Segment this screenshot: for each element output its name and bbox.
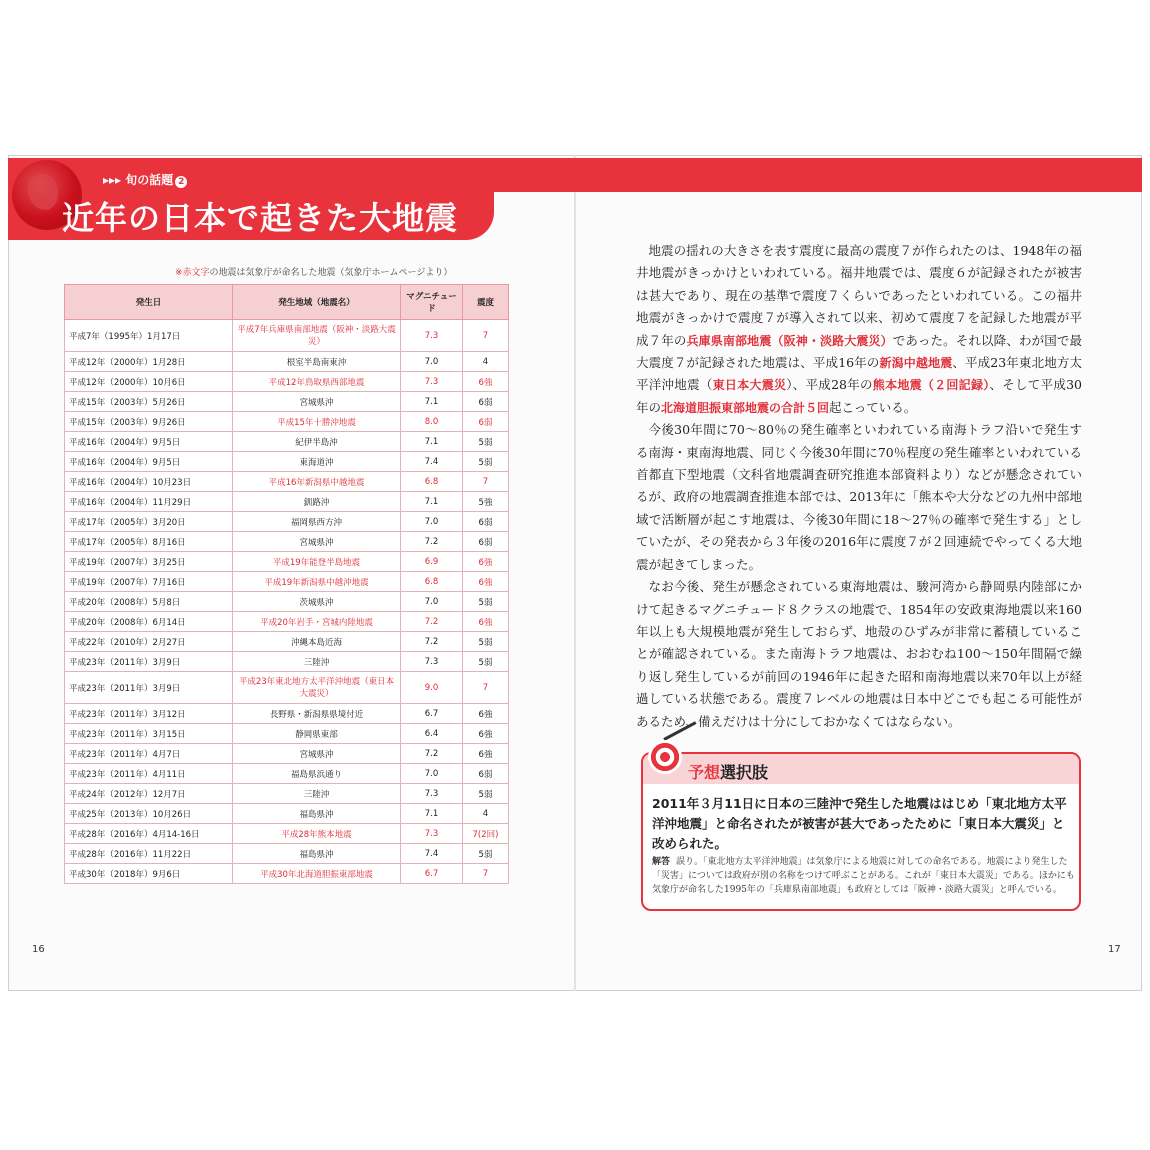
table-row (65, 512, 509, 532)
cell-region: 宮城県沖 (233, 744, 401, 764)
cell-magnitude: 6.7 (401, 864, 463, 884)
cell-region: 三陸沖 (233, 652, 401, 672)
cell-date: 平成22年（2010年）2月27日 (65, 632, 233, 652)
cell-magnitude: 7.2 (401, 532, 463, 552)
cell-magnitude: 7.0 (401, 512, 463, 532)
cell-region: 平成19年新潟県中越沖地震 (233, 572, 401, 592)
cell-intensity: 5弱 (463, 592, 509, 612)
cell-intensity: 6弱 (463, 764, 509, 784)
cell-date: 平成16年（2004年）10月23日 (65, 472, 233, 492)
cell-region: 平成15年十勝沖地震 (233, 412, 401, 432)
table-body (65, 320, 509, 884)
cell-region: 平成12年鳥取県西部地震 (233, 372, 401, 392)
table-row (65, 352, 509, 372)
page-fold (574, 155, 576, 991)
page-number-left: 16 (32, 944, 45, 955)
cell-region: 平成20年岩手・宮城内陸地震 (233, 612, 401, 632)
cell-magnitude: 7.3 (401, 824, 463, 844)
cell-region: 平成23年東北地方太平洋沖地震（東日本大震災） (233, 672, 401, 704)
table-row (65, 432, 509, 452)
cell-date: 平成24年（2012年）12月7日 (65, 784, 233, 804)
table-header-row (65, 285, 509, 320)
cell-region: 平成16年新潟県中越地震 (233, 472, 401, 492)
cell-intensity: 4 (463, 352, 509, 372)
table-row (65, 844, 509, 864)
table-row (65, 552, 509, 572)
table-row (65, 632, 509, 652)
cell-intensity: 7(2回) (463, 824, 509, 844)
cell-region: 沖縄本島近海 (233, 632, 401, 652)
prediction-title-red: 予想 (688, 763, 721, 782)
cell-region: 紀伊半島沖 (233, 432, 401, 452)
cell-date: 平成28年（2016年）4月14-16日 (65, 824, 233, 844)
cell-magnitude: 6.7 (401, 704, 463, 724)
table-row (65, 704, 509, 724)
cell-magnitude: 7.0 (401, 592, 463, 612)
cell-magnitude: 7.2 (401, 744, 463, 764)
cell-region: 平成7年兵庫県南部地震（阪神・淡路大震災） (233, 320, 401, 352)
p1-text-b: であった。それ以降、わが国で最大震度７が記録された地震は、平成16年の (636, 332, 1082, 371)
prediction-question: 2011年３月11日に日本の三陸沖で発生した地震ははじめ「東北地方太平洋沖地震」と命名されたが被害が甚大であったために「東日本大震災」と改められた。 (652, 796, 1067, 851)
cell-magnitude: 8.0 (401, 412, 463, 432)
prediction-title (688, 760, 768, 783)
cell-intensity: 6強 (463, 552, 509, 572)
cell-magnitude: 7.4 (401, 452, 463, 472)
table-row (65, 472, 509, 492)
table-row (65, 672, 509, 704)
cell-date: 平成23年（2011年）4月7日 (65, 744, 233, 764)
cell-intensity: 6弱 (463, 512, 509, 532)
cell-magnitude: 7.3 (401, 372, 463, 392)
cell-region: 茨城県沖 (233, 592, 401, 612)
table-row (65, 824, 509, 844)
cell-date: 平成12年（2000年）1月28日 (65, 352, 233, 372)
header-intensity: 震度 (463, 285, 509, 320)
paragraph-1 (636, 240, 1082, 419)
header-region: 発生地域（地震名） (233, 285, 401, 320)
cell-region: 釧路沖 (233, 492, 401, 512)
table-row (65, 372, 509, 392)
cell-region: 福島県沖 (233, 804, 401, 824)
cell-date: 平成16年（2004年）9月5日 (65, 432, 233, 452)
cell-date: 平成12年（2000年）10月6日 (65, 372, 233, 392)
cell-intensity: 6強 (463, 724, 509, 744)
cell-date: 平成20年（2008年）5月8日 (65, 592, 233, 612)
cell-date: 平成17年（2005年）3月20日 (65, 512, 233, 532)
cell-intensity: 4 (463, 804, 509, 824)
table-row (65, 744, 509, 764)
p1-highlight-5: 北海道胆振東部地震の合計５回 (661, 400, 830, 415)
cell-magnitude: 7.0 (401, 764, 463, 784)
kicker-label: ▸▸▸ 旬の話題 (103, 173, 174, 187)
cell-date: 平成23年（2011年）3月9日 (65, 672, 233, 704)
table-row (65, 804, 509, 824)
cell-region: 福島県沖 (233, 844, 401, 864)
cell-intensity: 7 (463, 864, 509, 884)
cell-region: 福岡県西方沖 (233, 512, 401, 532)
cell-date: 平成16年（2004年）11月29日 (65, 492, 233, 512)
cell-region: 長野県・新潟県県境付近 (233, 704, 401, 724)
p1-text-c: 、平成23年東北地方太平洋沖地震（ (636, 355, 1082, 393)
cell-date: 平成7年（1995年）1月17日 (65, 320, 233, 352)
table-row (65, 392, 509, 412)
p1-highlight-3: 東日本大震災 (712, 378, 787, 393)
table-row (65, 652, 509, 672)
cell-magnitude: 7.2 (401, 632, 463, 652)
table-row (65, 784, 509, 804)
cell-intensity: 5強 (463, 492, 509, 512)
cell-date: 平成23年（2011年）3月15日 (65, 724, 233, 744)
prediction-answer (652, 855, 1078, 897)
cell-magnitude: 7.3 (401, 784, 463, 804)
p1-text-f: 起こっている。 (829, 399, 917, 415)
cell-intensity: 6強 (463, 372, 509, 392)
cell-magnitude: 6.9 (401, 552, 463, 572)
cell-intensity: 6弱 (463, 392, 509, 412)
cell-magnitude: 7.4 (401, 844, 463, 864)
table-row (65, 864, 509, 884)
cell-intensity: 6強 (463, 612, 509, 632)
cell-date: 平成30年（2018年）9月6日 (65, 864, 233, 884)
p1-highlight-4: 熊本地震（２回記録） (872, 378, 990, 393)
table-row (65, 612, 509, 632)
cell-magnitude: 7.1 (401, 804, 463, 824)
cell-intensity: 7 (463, 672, 509, 704)
cell-date: 平成15年（2003年）9月26日 (65, 412, 233, 432)
cell-magnitude: 7.0 (401, 352, 463, 372)
cell-intensity: 7 (463, 472, 509, 492)
earthquake-table (64, 284, 509, 884)
cell-intensity: 6強 (463, 744, 509, 764)
paragraph-3: なお今後、発生が懸念されている東海地震は、駿河湾から静岡県内陸部にかけて起きるマグニチュード８クラスの地震で、1854年の安政東海地震以来160年以上も大規模地震が発生しておらず、地殻のひずみが非常に蓄積していることが確認されている。また南海トラフ地震は、おおむね100～150年間隔で繰り返し発生しているが前回の1946年に起きた昭和南海地震以来70年以上が経過している状態である。震度７レベルの地震は日本中どこでも起こる可能性があるため、備えだけは十分にしておかなくてはならない。 (636, 579, 1082, 729)
cell-magnitude: 6.8 (401, 472, 463, 492)
cell-magnitude: 6.4 (401, 724, 463, 744)
cell-date: 平成23年（2011年）3月12日 (65, 704, 233, 724)
cell-intensity: 6弱 (463, 412, 509, 432)
table-row (65, 452, 509, 472)
page-title: 近年の日本で起きた大地震 (62, 199, 459, 237)
table-row (65, 320, 509, 352)
table-row (65, 532, 509, 552)
cell-date: 平成15年（2003年）5月26日 (65, 392, 233, 412)
header-date: 発生日 (65, 285, 233, 320)
cell-date: 平成16年（2004年）9月5日 (65, 452, 233, 472)
caption-text: の地震は気象庁が命名した地震（気象庁ホームページより） (209, 268, 453, 278)
cell-date: 平成25年（2013年）10月26日 (65, 804, 233, 824)
cell-magnitude: 9.0 (401, 672, 463, 704)
paragraph-2: 今後30年間に70～80％の発生確率といわれている南海トラフ沿いで発生する南海・東南海地震、同じく今後30年間に70％程度の発生確率といわれている首都直下型地震（文科省地震調査研究推進本部資料より）などが懸念されているが、政府の地震調査推進本部では、2013年に「熊本や大分などの九州中部地域で活断層が起こす地震は、今後30年間に18～27％の確率で発生する」としていたが、その発表から３年後の2016年に震度７が２回連続でやってくる大地震が起きてしまった。 (636, 422, 1082, 572)
cell-magnitude: 7.1 (401, 492, 463, 512)
p1-highlight-1: 兵庫県南部地震（阪神・淡路大震災） (686, 333, 893, 348)
cell-region: 根室半島南東沖 (233, 352, 401, 372)
cell-region: 静岡県東部 (233, 724, 401, 744)
cell-intensity: 5弱 (463, 652, 509, 672)
cell-magnitude: 7.1 (401, 392, 463, 412)
p1-text-e: 、そして平成30年の (636, 377, 1083, 415)
cell-intensity: 5弱 (463, 844, 509, 864)
cell-date: 平成20年（2008年）6月14日 (65, 612, 233, 632)
cell-region: 宮城県沖 (233, 392, 401, 412)
cell-region: 平成30年北海道胆振東部地震 (233, 864, 401, 884)
cell-intensity: 5弱 (463, 452, 509, 472)
cell-intensity: 6強 (463, 572, 509, 592)
cell-region: 平成19年能登半島地震 (233, 552, 401, 572)
prediction-title-black: 選択肢 (720, 763, 769, 782)
cell-date: 平成28年（2016年）11月22日 (65, 844, 233, 864)
answer-text: 誤り。「東北地方太平洋沖地震」は気象庁による地震に対しての命名である。地震により発生した「災害」については政府が別の名称をつけて呼ぶことがある。これが「東日本大震災」である。ほかにも気象庁が命名した1995年の「兵庫県南部地震」も政府としては「阪神・淡路大震災」と呼んでいる。 (652, 857, 1075, 895)
p1-text-d: ）、平成28年の (786, 377, 873, 393)
cell-region: 三陸沖 (233, 784, 401, 804)
cell-intensity: 5弱 (463, 784, 509, 804)
answer-label: 解答 (652, 857, 671, 867)
table-caption (175, 265, 452, 278)
table-row (65, 492, 509, 512)
cell-date: 平成23年（2011年）3月9日 (65, 652, 233, 672)
p1-highlight-2: 新潟中越地震 (879, 356, 953, 371)
cell-intensity: 6弱 (463, 532, 509, 552)
cell-intensity: 5弱 (463, 632, 509, 652)
cell-date: 平成19年（2007年）3月25日 (65, 552, 233, 572)
article-body (636, 240, 1082, 733)
table-row (65, 572, 509, 592)
cell-magnitude: 7.2 (401, 612, 463, 632)
table-row (65, 412, 509, 432)
cell-intensity: 5弱 (463, 432, 509, 452)
cell-magnitude: 7.3 (401, 320, 463, 352)
section-kicker (103, 171, 187, 188)
cell-magnitude: 7.1 (401, 432, 463, 452)
cell-date: 平成19年（2007年）7月16日 (65, 572, 233, 592)
page-number-right: 17 (1108, 944, 1121, 955)
header-magnitude: マグニチュード (401, 285, 463, 320)
table-row (65, 592, 509, 612)
p1-text-a: 地震の揺れの大きさを表す震度に最高の震度７が作られたのは、1948年の福井地震がきっかけといわれている。福井地震では、震度６が記録されたが被害は甚大であり、現在の基準で震度７くらいであったといわれている。この福井地震がきっかけで震度７が導入されて以来、初めて震度７を記録した地震が平成７年の (636, 243, 1082, 348)
kicker-number: 2 (175, 176, 187, 188)
cell-date: 平成17年（2005年）8月16日 (65, 532, 233, 552)
cell-region: 宮城県沖 (233, 532, 401, 552)
cell-magnitude: 6.8 (401, 572, 463, 592)
cell-magnitude: 7.3 (401, 652, 463, 672)
target-icon (648, 740, 682, 774)
table-row (65, 724, 509, 744)
cell-region: 福島県浜通り (233, 764, 401, 784)
cell-region: 東海道沖 (233, 452, 401, 472)
cell-region: 平成28年熊本地震 (233, 824, 401, 844)
cell-date: 平成23年（2011年）4月11日 (65, 764, 233, 784)
caption-red-note: ※赤文字 (175, 268, 210, 278)
table-row (65, 764, 509, 784)
cell-intensity: 7 (463, 320, 509, 352)
cell-intensity: 6強 (463, 704, 509, 724)
